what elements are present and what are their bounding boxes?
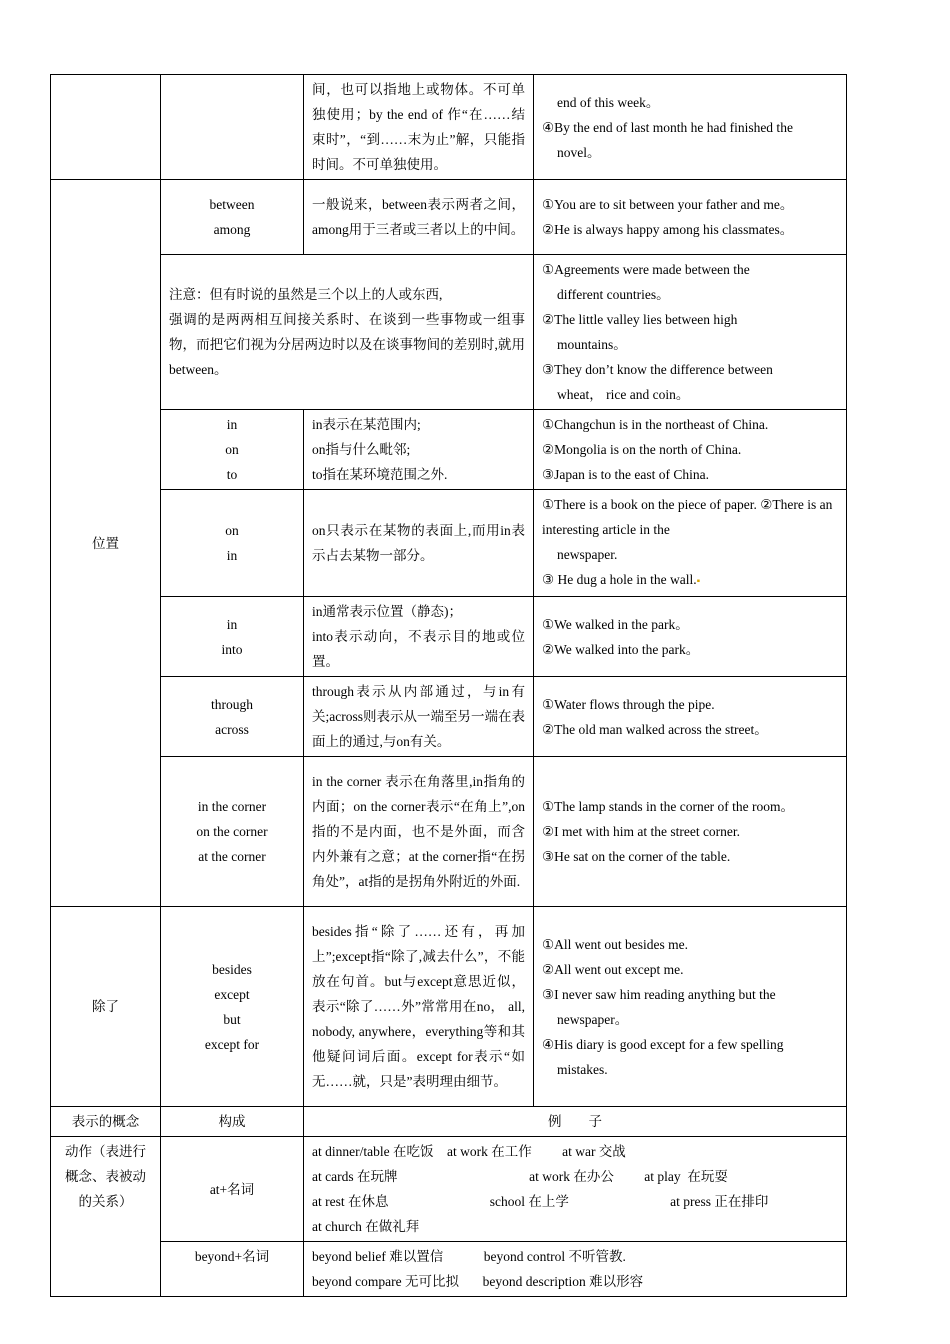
example-line: ①We walked in the park。 (542, 616, 689, 632)
explanation-cell: 一般说来，between表示两者之间，among用于三者或三者以上的中间。 (304, 180, 534, 255)
word: to (226, 467, 238, 482)
word: besides (212, 961, 252, 977)
word: in (226, 417, 238, 432)
examples-cell (534, 410, 847, 490)
words-cell (161, 757, 304, 907)
examples-cell (534, 907, 847, 1107)
example-line: wheat， rice and coin。 (557, 387, 690, 402)
explanation-line: in通常表示位置（静态)； (312, 604, 462, 619)
category-cell-position: 位置 (51, 180, 161, 907)
table-row (51, 907, 847, 1107)
category-cell-except: 除了 (51, 907, 161, 1107)
example-text: ③ He dug a hole in the wall. (542, 572, 697, 587)
phrase-line: at dinner/table 在吃饭 at work 在工作 at war 交战 (312, 1144, 626, 1159)
words-cell (161, 490, 304, 597)
table-row (51, 180, 847, 255)
example-line: ②He is always happy among his classmates。 (542, 222, 794, 237)
example-line: ④His diary is good except for a few spelling (542, 1036, 784, 1052)
example-line: newspaper。 (557, 1011, 629, 1027)
example-line: mistakes. (557, 1061, 608, 1077)
explanation-line: on指与什么毗邻; (312, 442, 411, 457)
example-line: ①You are to sit between your father and me。 (542, 197, 794, 212)
category-cell (51, 75, 161, 180)
example-line: ①All went out besides me. (542, 936, 688, 952)
word: on (225, 442, 239, 457)
explanation-cell (304, 410, 534, 490)
table-row (51, 677, 847, 757)
word: in the corner (197, 799, 267, 814)
example-line: ①The lamp stands in the corner of the room。 (542, 799, 795, 814)
words-cell (161, 75, 304, 180)
table-row (51, 490, 847, 597)
example-line: ①Water flows through the pipe. (542, 696, 715, 712)
explanation-line: in表示在某范围内; (312, 417, 421, 432)
table-header-row (51, 1107, 847, 1137)
explanation-line: into表示动向，不表示目的地或位置。 (312, 629, 525, 669)
word: in (226, 548, 238, 563)
example-line: ②The old man walked across the street。 (542, 721, 768, 737)
phrase-line: beyond compare 无可比拟 beyond description 难以形容 (312, 1274, 644, 1289)
example-line: ③They don’t know the difference between (542, 362, 773, 377)
word: on (225, 523, 239, 538)
example-line (542, 567, 838, 594)
word: except (214, 986, 250, 1002)
words-cell (161, 180, 304, 255)
table-row (51, 255, 847, 410)
example-line: ②The little valley lies between high (542, 312, 738, 327)
note-line: 强调的是两两相互间接关系时、在谈到一些事物或一组事物，而把它们视为分居两边时以及在谈事物间的差别时,就用between。 (169, 312, 525, 377)
table-row (51, 75, 847, 180)
example-line: ①Changchun is in the northeast of China. (542, 417, 769, 432)
explanation-cell: on只表示在某物的表面上,而用in表示占去某物一部分。 (304, 490, 534, 597)
words-cell (161, 597, 304, 677)
word: through (211, 696, 253, 712)
table-row (51, 1137, 847, 1242)
table-row (51, 410, 847, 490)
example-line: different countries。 (557, 287, 670, 302)
structure-cell: beyond+名词 (161, 1242, 304, 1297)
table-row (51, 1242, 847, 1297)
examples-cell (534, 255, 847, 410)
example-line: end of this week。 (557, 94, 660, 110)
example-line: ②Mongolia is on the north of China. (542, 442, 742, 457)
word: between (209, 197, 255, 212)
example-line: newspaper. (557, 547, 618, 562)
explanation-cell: in the corner 表示在角落里,in指角的内面；on the corner表示“在角上”,on指的不是内面，也不是外面，而含内外兼有之意；at the corner指“在拐角处”，at指的是拐角外附近的外面. (304, 757, 534, 907)
examples-cell (534, 180, 847, 255)
phrase-line: at rest 在休息 school 在上学 at press 正在排印 (312, 1194, 769, 1209)
header-concept: 表示的概念 (51, 1107, 161, 1137)
phrases-cell (304, 1137, 847, 1242)
category-cell-action: 动作（表进行概念、表被动的关系） (51, 1137, 161, 1297)
phrase-line: at cards 在玩牌 at work 在办公 at play 在玩耍 (312, 1169, 728, 1184)
preposition-usage-table (50, 74, 847, 1297)
examples-cell (534, 490, 847, 597)
table-row (51, 757, 847, 907)
word: across (215, 721, 249, 737)
explanation-line: to指在某环境范围之外. (312, 467, 448, 482)
word: except for (204, 1036, 260, 1052)
explanation-cell: 间，也可以指地上或物体。不可单独使用；by the end of 作“在……结束时”，“到……末为止”解，只能指时间。不可单独使用。 (304, 75, 534, 180)
examples-cell (534, 677, 847, 757)
header-structure: 构成 (161, 1107, 304, 1137)
example-line: ①There is a book on the piece of paper. ②There is an interesting article in the (542, 497, 833, 537)
structure-cell: at+名词 (161, 1137, 304, 1242)
note-cell (161, 255, 534, 410)
phrases-cell (304, 1242, 847, 1297)
example-line: mountains。 (557, 337, 627, 352)
explanation-cell: besides指“除了……还有，再加上”;except指“除了,减去什么”，不能放在句首。but与except意思近似，表示“除了……外”常常用在no， all, nobody, anywhere，everything等和其他疑问词后面。except for表示“如无……就，只是”表明理由细节。 (304, 907, 534, 1107)
word: in (226, 616, 238, 632)
example-line: ②All went out except me. (542, 961, 684, 977)
example-line: ③He sat on the corner of the table. (542, 849, 731, 864)
examples-cell (534, 757, 847, 907)
example-line: ④By the end of last month he had finished the (542, 119, 793, 135)
explanation-cell: through表示从内部通过，与in有关;across则表示从一端至另一端在表面上的通过,与on有关。 (304, 677, 534, 757)
examples-cell (534, 75, 847, 180)
header-example: 例 子 (304, 1107, 847, 1137)
table-row (51, 597, 847, 677)
phrase-line: at church 在做礼拜 (312, 1219, 420, 1234)
example-line: ②We walked into the park。 (542, 641, 700, 657)
example-line: ①Agreements were made between the (542, 262, 750, 277)
word: into (221, 641, 243, 657)
phrase-line: beyond belief 难以置信 beyond control 不听管教. (312, 1249, 626, 1264)
words-cell (161, 677, 304, 757)
example-line: novel。 (557, 144, 601, 160)
note-line: 注意：但有时说的虽然是三个以上的人或东西, (169, 287, 443, 302)
words-cell (161, 907, 304, 1107)
example-line: ③I never saw him reading anything but the (542, 986, 776, 1002)
word: among (213, 222, 251, 237)
words-cell (161, 410, 304, 490)
edit-mark-icon: ▪ (696, 576, 701, 587)
word: at the corner (198, 849, 266, 864)
example-line: ③Japan is to the east of China. (542, 467, 709, 482)
word: but (223, 1011, 241, 1027)
explanation-cell (304, 597, 534, 677)
examples-cell (534, 597, 847, 677)
word: on the corner (196, 824, 268, 839)
example-line: ②I met with him at the street corner. (542, 824, 741, 839)
